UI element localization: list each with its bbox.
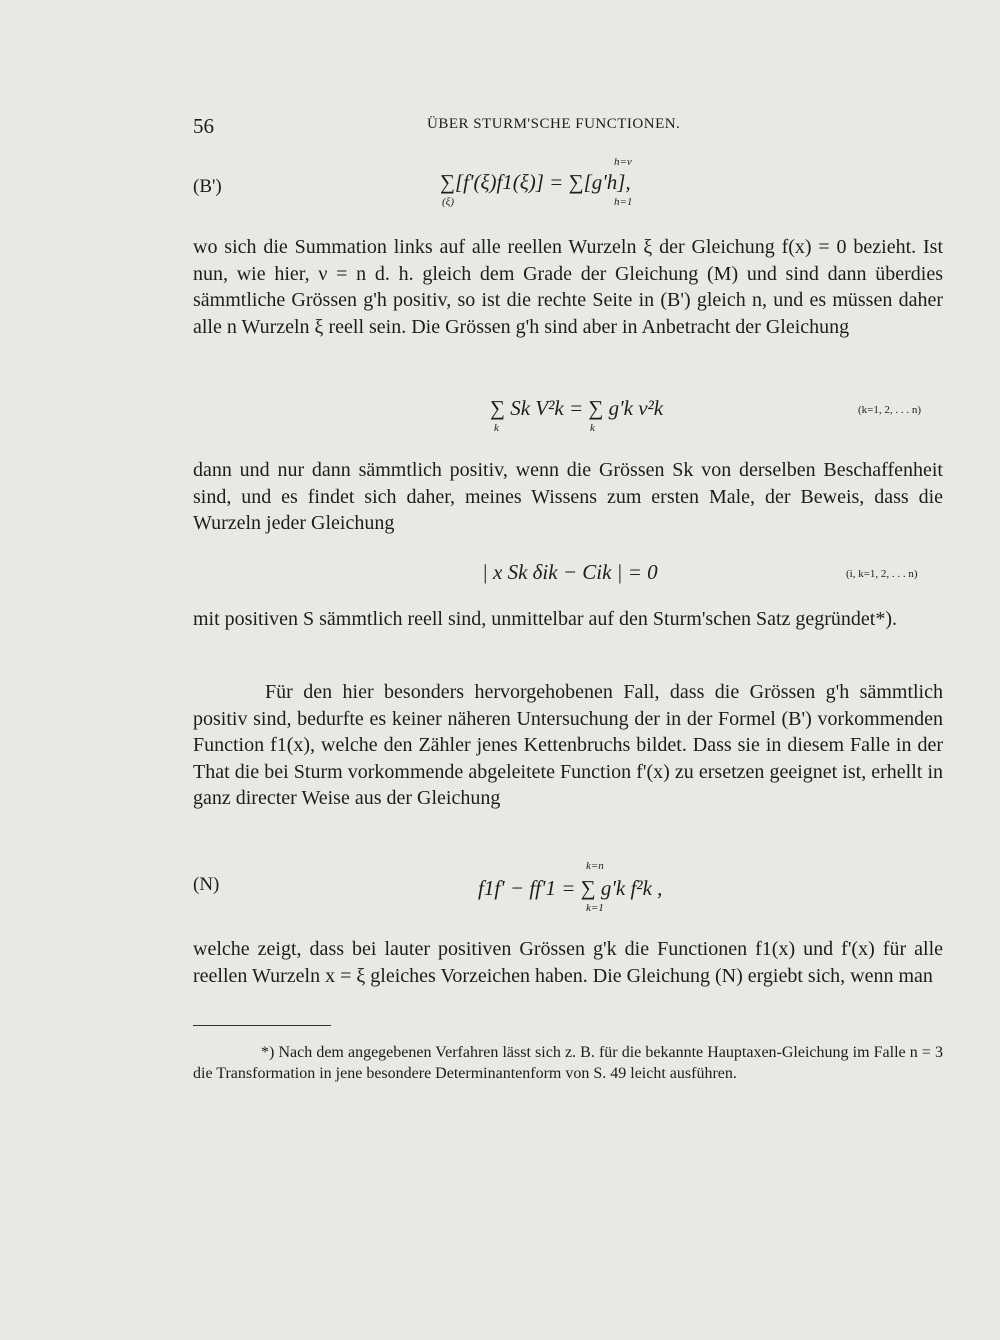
footnote-divider (193, 1025, 331, 1026)
page-number: 56 (193, 114, 214, 138)
paragraph-5: welche zeigt, dass bei lauter positiven Grössen g'k die Functionen f1(x) und f'(x) für alle reellen Wurzeln x = ξ gleiches Vorzeichen haben. Die Gleichung (N) ergiebt sich, wenn man (193, 938, 943, 987)
paragraph-4: Für den hier besonders hervorgehobenen Fall, dass die Grössen g'h sämmtlich positiv sind, bedurfte es keiner näheren Untersuchung der in der Formel (B') vorkommenden Function f1(x), welche den Zähler jenes Kettenbruchs bildet. Dass sie in diesem Falle in der That die bei Sturm vorkommende abgeleitete Function f'(x) zu ersetzen geeignet ist, erhellt in ganz directer Weise aus der Gleichung (193, 681, 943, 810)
paragraph-3: mit positiven S sämmtlich reell sind, unmittelbar auf den Sturm'schen Satz gegründet*). (193, 608, 898, 630)
equation-3-range: (i, k=1, 2, . . . n) (846, 568, 918, 580)
equation-b (440, 156, 633, 208)
page-header (193, 114, 943, 144)
paragraph-2: dann und nur dann sämmtlich positiv, wenn die Grössen Sk von derselben Beschaffenheit sind, und es findet sich daher, meines Wissens zum ersten Male, der Beweis, dass die Wurzeln jeder Gleichung (193, 459, 943, 535)
equation-3-formula: | x Sk δik − Cik | = 0 (482, 560, 658, 584)
equation-2-lower-right: k (590, 422, 595, 434)
equation-b-lower-left: (ξ) (442, 196, 455, 208)
equation-b-upper-right: h=ν (614, 156, 632, 168)
footnote: *) Nach dem angegebenen Verfahren lässt sich z. B. für die bekannte Hauptaxen-Gleichung im Falle n = 3 die Transformation in jene besondere Determinantenform von S. 49 leicht ausführen. (193, 1044, 943, 1082)
equation-n-upper: k=n (586, 860, 604, 872)
equation-2 (490, 396, 664, 434)
equation-b-lower-right: h=1 (614, 196, 633, 208)
equation-tag-n: (N) (193, 874, 220, 895)
equation-tag-b: (B') (193, 176, 222, 197)
equation-n-formula: f1f' − ff'1 = ∑ g'k f²k , (478, 876, 663, 900)
equation-n-lower: k=1 (586, 902, 604, 914)
equation-2-range: (k=1, 2, . . . n) (858, 404, 922, 416)
equation-2-formula: ∑ Sk V²k = ∑ g'k v²k (490, 396, 664, 420)
running-title: ÜBER STURM'SCHE FUNCTIONEN. (427, 116, 681, 132)
equation-3 (482, 560, 658, 585)
equation-b-formula: ∑[f'(ξ)f1(ξ)] = ∑[g'h], (440, 170, 631, 194)
equation-2-lower-left: k (494, 422, 499, 434)
equation-n (478, 860, 663, 914)
paragraph-1: wo sich die Summation links auf alle reellen Wurzeln ξ der Gleichung f(x) = 0 bezieht. Ist nun, wie hier, ν = n d. h. gleich dem Grade der Gleichung (M) und sind dann überdies sämmtliche Grössen g'h positiv, so ist die rechte Seite in (B') gleich n, und es müssen daher alle n Wurzeln ξ reell sein. Die Grössen g'h sind aber in Anbetracht der Gleichung (193, 236, 943, 338)
